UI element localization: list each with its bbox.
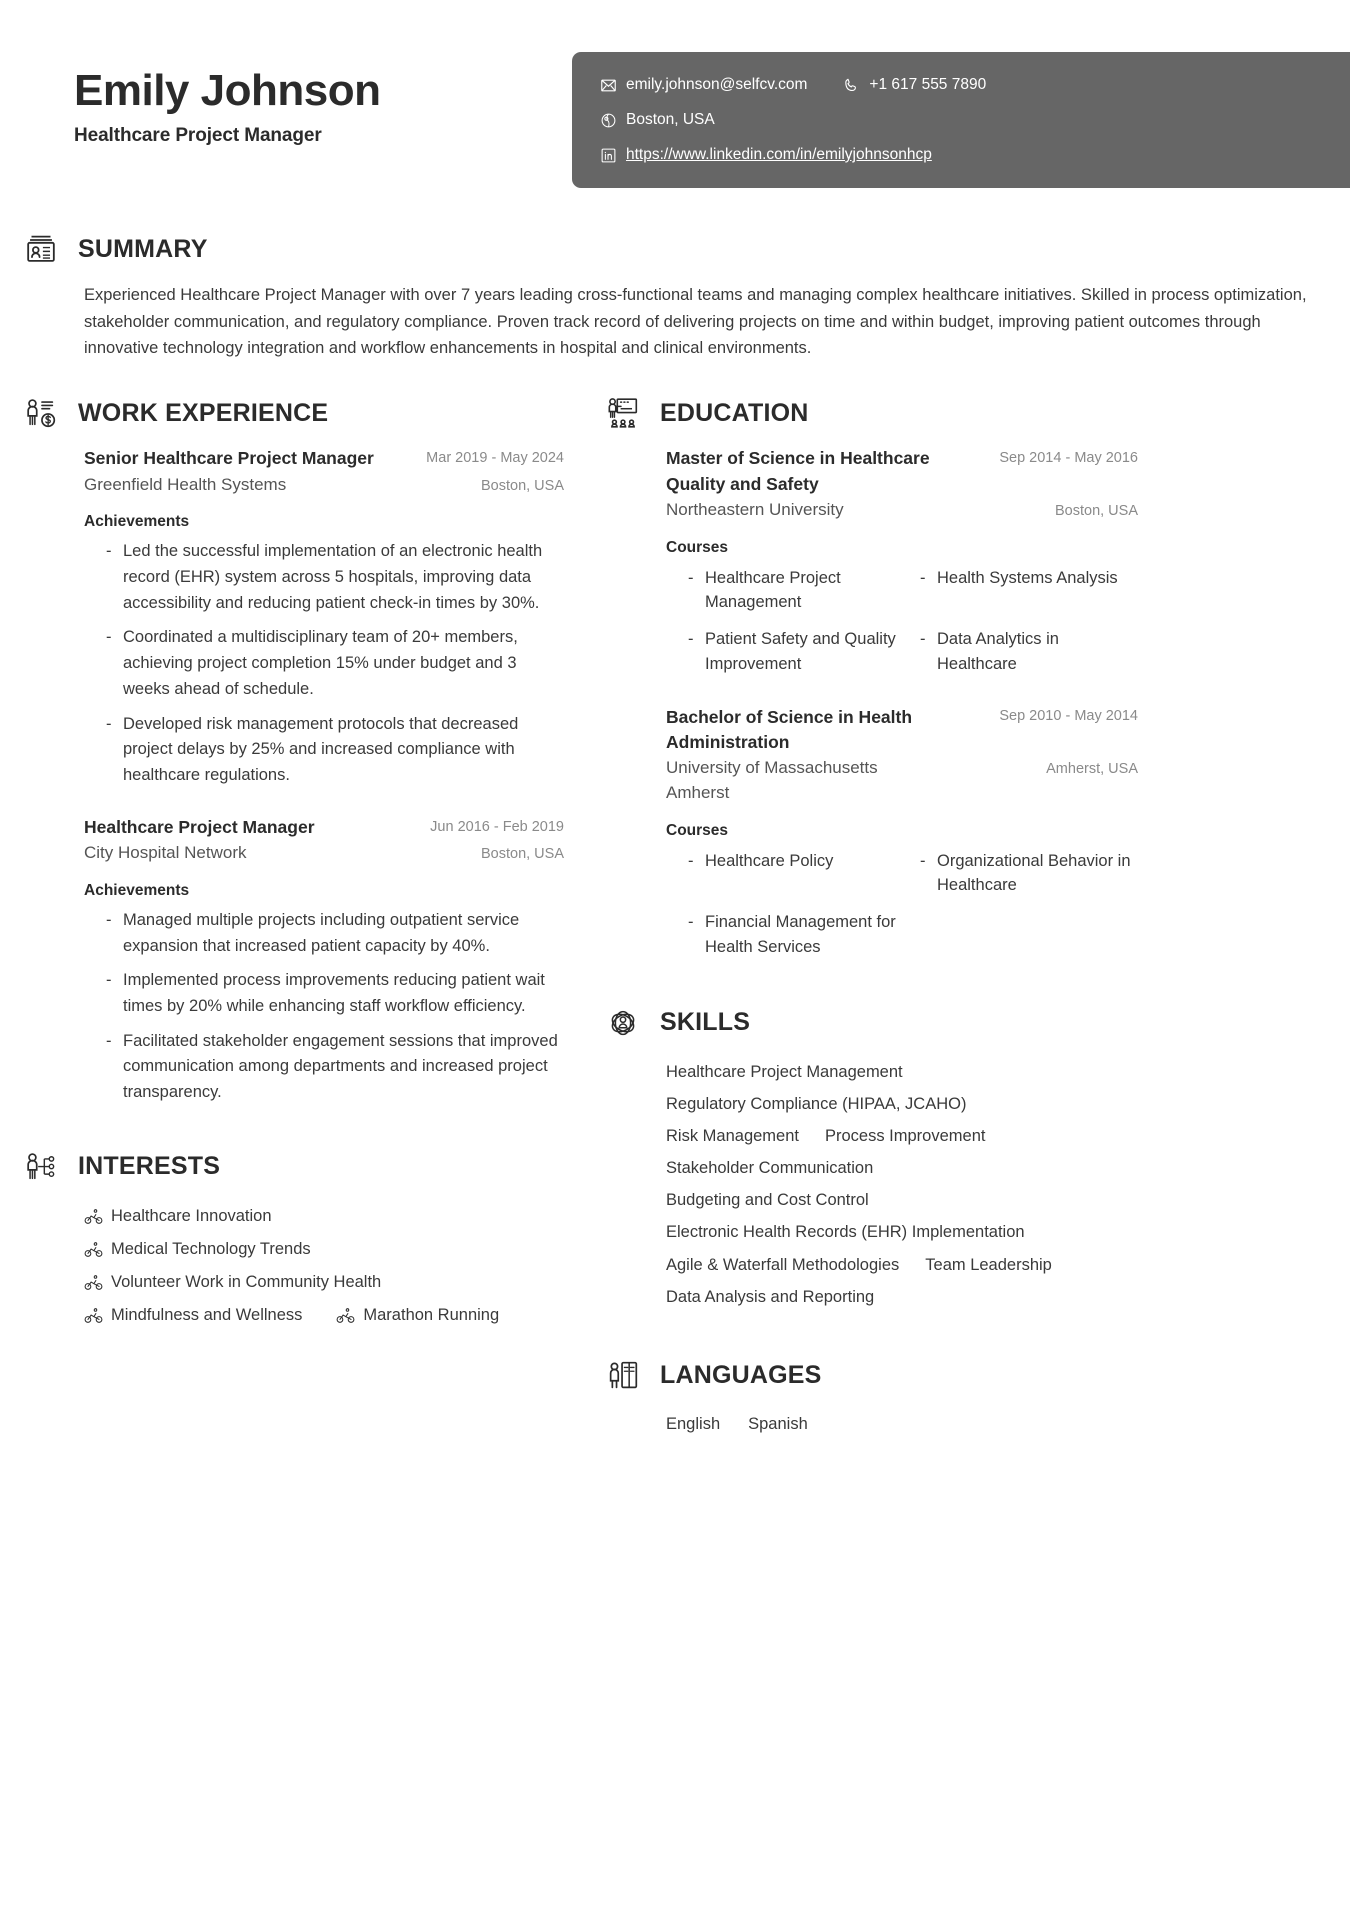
contact-email[interactable]: [600, 76, 807, 94]
job-title-subtitle: Healthcare Project Manager: [74, 125, 322, 147]
globe-icon: [600, 112, 617, 129]
language-item: English: [666, 1414, 721, 1433]
list-item: [336, 1299, 499, 1332]
cyclist-icon: [336, 1306, 355, 1325]
person-network-icon: [22, 1148, 60, 1186]
interests-body: [22, 1200, 564, 1332]
course-item: - Patient Safety and Quality Improvement: [688, 627, 906, 677]
summary-body: [22, 282, 1328, 362]
course-item: - Data Analytics in Healthcare: [920, 627, 1138, 677]
interest-label: Marathon Running: [363, 1305, 500, 1324]
education-body: [604, 446, 1138, 959]
envelope-icon: [600, 77, 617, 94]
skills-atom-person-icon: [604, 1004, 642, 1042]
education-title: EDUCATION: [660, 398, 809, 427]
interest-label: Healthcare Innovation: [111, 1206, 272, 1225]
education-entry: [666, 705, 1138, 960]
education-entry-sub: [666, 498, 1138, 523]
person-book-icon: [604, 1357, 642, 1395]
contact-row-3: [600, 146, 1324, 164]
education-location: Amherst, USA: [1046, 761, 1138, 778]
interests-header: [22, 1148, 564, 1186]
education-degree: Master of Science in Healthcare Quality and Safety: [666, 448, 930, 494]
summary-text: Experienced Healthcare Project Manager with over 7 years leading cross-functional teams and managing complex healthcare initiatives. Skilled in process optimization, stakeholder communication, and regulatory compliance. Proven track record of delivering projects on time and within budget, improving patient outcomes through innovative technology integration and workflow enhancements in hospital and clinical environments.: [84, 286, 1307, 358]
section-education: [604, 394, 1138, 959]
education-entry-top: [666, 446, 1138, 497]
list-item: - Led the successful implementation of an electronic health record (EHR) system across 5 hospitals, improving data accessibility and reducing patient check-in times by 30%.: [106, 539, 564, 616]
right-column: [578, 394, 1138, 1448]
language-item: Spanish: [748, 1414, 808, 1433]
achievements-list: [84, 539, 564, 789]
education-school: Northeastern University: [666, 499, 844, 519]
achievements-label: Achievements: [84, 881, 190, 899]
contact-row-1: [600, 76, 1324, 94]
skill-item: Budgeting and Cost Control: [666, 1191, 869, 1210]
skill-item: Process Improvement: [824, 1126, 986, 1145]
work-entry: [84, 815, 564, 1106]
education-date: Sep 2010 - May 2014: [999, 707, 1138, 724]
interests-title: INTERESTS: [78, 1152, 221, 1181]
achievements-list: [84, 908, 564, 1106]
contact-linkedin[interactable]: [600, 146, 932, 164]
list-item: - Managed multiple projects including outpatient service expansion that increased patient capacity by 40%.: [106, 908, 564, 959]
skills-header: [604, 1004, 1138, 1042]
page-title: Emily Johnson: [74, 66, 381, 115]
cyclist-icon: [84, 1273, 103, 1292]
summary-header: [22, 230, 1328, 268]
education-location: Boston, USA: [1054, 502, 1138, 519]
education-entry-top: [666, 705, 1138, 756]
skill-item: Data Analysis and Reporting: [666, 1287, 875, 1306]
education-degree: Bachelor of Science in Health Administration: [666, 706, 913, 752]
interest-label: Volunteer Work in Community Health: [111, 1272, 382, 1291]
linkedin-icon: [600, 147, 617, 164]
interest-label: Mindfulness and Wellness: [111, 1305, 303, 1324]
left-column: [22, 394, 578, 1448]
work-position: Senior Healthcare Project Manager: [84, 448, 374, 469]
list-item: - Coordinated a multidisciplinary team of 20+ members, achieving project completion 15% under budget and 3 weeks ahead of schedule.: [106, 625, 564, 702]
skill-item: Stakeholder Communication: [666, 1159, 874, 1178]
skill-item: Healthcare Project Management: [666, 1062, 903, 1081]
work-title: WORK EXPERIENCE: [78, 398, 329, 427]
work-entry-sub: [84, 841, 564, 866]
languages-title: LANGUAGES: [660, 1361, 822, 1390]
courses-label: Courses: [666, 538, 729, 556]
phone-icon: [843, 77, 860, 94]
skills-list: [666, 1056, 1138, 1313]
work-entry: [84, 446, 564, 789]
courses-list: [666, 566, 1138, 677]
course-item: - Financial Management for Health Services: [688, 910, 906, 960]
education-entry: [666, 446, 1138, 676]
courses-list: [666, 849, 1138, 960]
list-item: - Facilitated stakeholder engagement sessions that improved communication among departments and increased project transparency.: [106, 1029, 564, 1106]
course-item: - Organizational Behavior in Healthcare: [920, 849, 1138, 899]
work-entry-top: [84, 815, 564, 840]
education-school: University of Massachusetts Amherst: [666, 758, 878, 802]
work-date: Mar 2019 - May 2024: [426, 450, 564, 467]
education-header: [604, 394, 1138, 432]
classroom-icon: [604, 394, 642, 432]
contact-row-2: [600, 111, 1324, 129]
work-company: Greenfield Health Systems: [84, 474, 287, 494]
section-interests: [22, 1148, 564, 1332]
skill-item: Electronic Health Records (EHR) Implementation: [666, 1223, 1025, 1242]
cyclist-icon: [84, 1306, 103, 1325]
list-item: [84, 1200, 564, 1233]
work-entry-top: [84, 446, 564, 471]
work-body: [22, 446, 564, 1106]
list-item: [84, 1233, 564, 1266]
contact-location: [600, 111, 715, 129]
contact-location-text: Boston, USA: [626, 111, 715, 128]
contact-linkedin-text: https://www.linkedin.com/in/emilyjohnsonhcp: [626, 146, 932, 163]
work-date: Jun 2016 - Feb 2019: [430, 818, 564, 835]
skills-body: [604, 1056, 1138, 1313]
work-header: [22, 394, 564, 432]
course-item: - Health Systems Analysis: [920, 566, 1138, 616]
work-position: Healthcare Project Manager: [84, 816, 315, 837]
skills-title: SKILLS: [660, 1008, 751, 1037]
cyclist-icon: [84, 1207, 103, 1226]
contact-phone-text: +1 617 555 7890: [869, 76, 987, 93]
skill-item: Risk Management: [666, 1126, 799, 1145]
person-salary-icon: [22, 394, 60, 432]
course-item: - Healthcare Project Management: [688, 566, 906, 616]
id-card-icon: [22, 230, 60, 268]
work-location: Boston, USA: [480, 846, 564, 863]
section-languages: [604, 1357, 1138, 1440]
section-skills: [604, 1004, 1138, 1313]
list-item: - Developed risk management protocols that decreased project delays by 25% and increased compliance with healthcare regulations.: [106, 712, 564, 789]
courses-label: Courses: [666, 821, 729, 839]
languages-list: [666, 1409, 1138, 1440]
contact-card: [572, 52, 1350, 188]
summary-section-wrap: [0, 230, 1350, 362]
languages-header: [604, 1357, 1138, 1395]
interests-list: [84, 1200, 564, 1332]
work-location: Boston, USA: [480, 477, 564, 494]
name-block: [74, 68, 380, 147]
languages-body: [604, 1409, 1138, 1440]
list-item: - Implemented process improvements reducing patient wait times by 20% while enhancing staff workflow efficiency.: [106, 968, 564, 1019]
interest-label: Medical Technology Trends: [111, 1239, 311, 1258]
resume-header: [0, 0, 1350, 230]
course-item: - Healthcare Policy: [688, 849, 906, 899]
skill-item: Regulatory Compliance (HIPAA, JCAHO): [666, 1094, 967, 1113]
summary-title: SUMMARY: [78, 234, 208, 263]
work-company: City Hospital Network: [84, 843, 247, 863]
section-work-experience: [22, 394, 564, 1106]
main-columns: [0, 394, 1350, 1448]
education-entry-sub: [666, 756, 1138, 805]
section-summary: [22, 230, 1328, 362]
achievements-label: Achievements: [84, 513, 190, 531]
work-entry-sub: [84, 473, 564, 498]
contact-phone[interactable]: [843, 76, 986, 94]
skill-item: Agile & Waterfall Methodologies: [666, 1255, 900, 1274]
education-date: Sep 2014 - May 2016: [999, 450, 1138, 467]
cyclist-icon: [84, 1240, 103, 1259]
skill-item: Team Leadership: [925, 1255, 1052, 1274]
contact-email-text: emily.johnson@selfcv.com: [626, 76, 808, 93]
list-item: [84, 1299, 302, 1332]
list-item: [84, 1266, 564, 1299]
